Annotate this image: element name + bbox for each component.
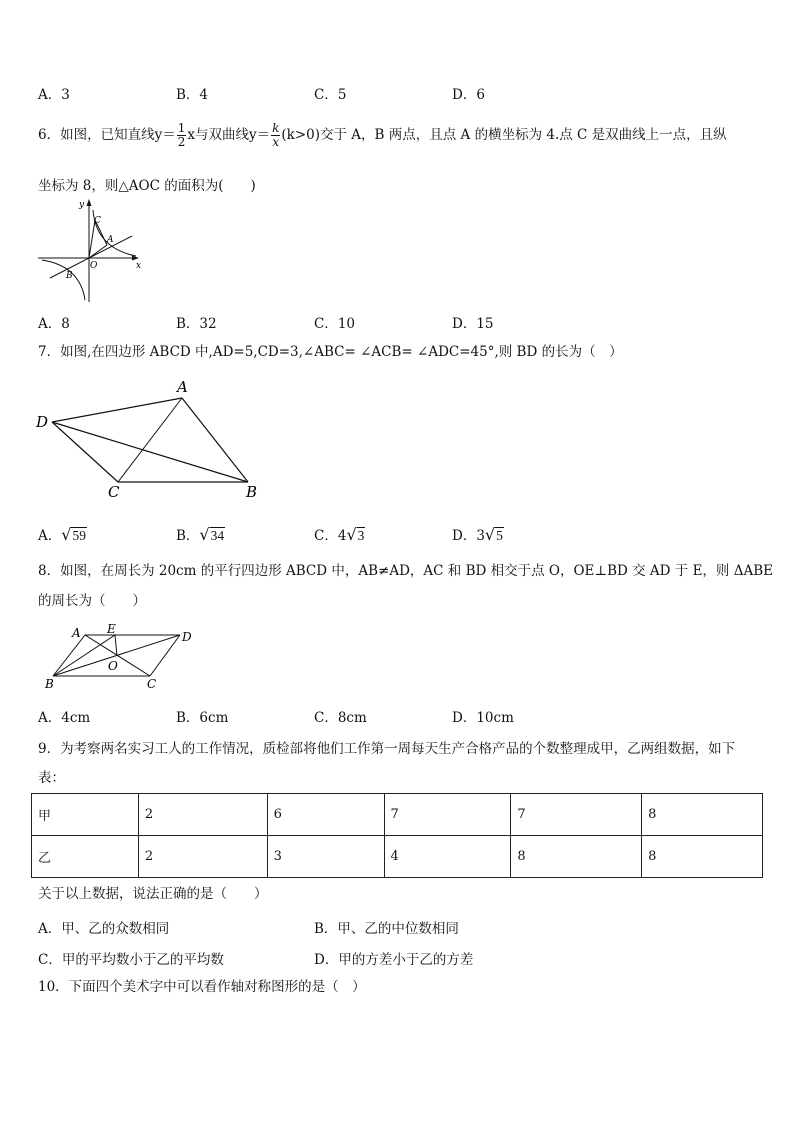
q7-option-d: D．3√5: [452, 525, 503, 544]
q6-figure-label-b: B: [66, 271, 73, 281]
table-cell: 7: [384, 794, 511, 836]
q6-figure-label-a: A: [107, 235, 114, 245]
q7-figure-label-c: C: [108, 483, 120, 501]
q6-option-c: C．10: [314, 316, 356, 332]
q6-stem-line2: 坐标为 8，则△AOC 的面积为( ): [38, 178, 256, 194]
q6-option-a: A．8: [38, 316, 70, 332]
q9-stem-line1: 9．为考察两名实习工人的工作情况，质检部将他们工作第一周每天生产合格产品的个数整理成甲，乙两组数据，如下: [38, 741, 736, 757]
q7-figure-label-a: A: [177, 378, 188, 396]
table-row: [32, 836, 763, 878]
q6-fraction-k-over-x: $\frac{k}{x}$: [272, 121, 280, 149]
q8-figure-label-a: A: [72, 626, 81, 640]
q10-stem: 10．下面四个美术字中可以看作轴对称图形的是（ ）: [38, 979, 366, 995]
q9-data-table: [31, 793, 763, 878]
q7-option-b: B．√34: [176, 525, 225, 544]
q6-figure-label-c: C: [94, 216, 101, 226]
table-cell: 2: [138, 836, 267, 878]
table-cell: 4: [384, 836, 511, 878]
q9-option-b: B．甲、乙的中位数相同: [314, 921, 459, 937]
q5-option-a: A．3: [38, 87, 70, 103]
q8-figure-label-b: B: [45, 677, 54, 691]
q8-option-b: B．6cm: [176, 710, 229, 726]
q6-option-d: D．15: [452, 316, 494, 332]
q7-figure-label-b: B: [246, 483, 258, 501]
q6-hyperbola-figure: [36, 196, 146, 306]
q7-figure-label-d: D: [36, 413, 49, 431]
q7-quadrilateral-figure: [34, 372, 264, 502]
q6-figure-label-y: y: [79, 200, 85, 210]
q8-figure-label-e: E: [107, 622, 116, 636]
table-cell: 2: [138, 794, 267, 836]
q5-option-c: C．5: [314, 87, 347, 103]
table-row: [32, 794, 763, 836]
q5-option-b: B．4: [176, 87, 209, 103]
table-cell: 乙: [32, 836, 139, 878]
q9-prompt: 关于以上数据，说法正确的是（ ）: [38, 886, 268, 902]
q9-option-c: C．甲的平均数小于乙的平均数: [38, 952, 224, 968]
table-cell: 甲: [32, 794, 139, 836]
q9-stem-line2: 表：: [38, 770, 65, 786]
q8-figure-label-o: O: [108, 659, 118, 673]
q6-stem-line1: 6．如图，已知直线y＝ $\frac{1}{2}$ x与双曲线y＝ $\frac{k}{x}$ (k>0)交于 A，B 两点，且点 A 的横坐标为 4.点 C 是双曲线上一点，且纵: [38, 121, 727, 149]
q7-option-c: C．4√3: [314, 525, 365, 544]
q9-option-d: D．甲的方差小于乙的方差: [314, 952, 474, 968]
q8-option-c: C．8cm: [314, 710, 367, 726]
q6-figure-label-x: x: [136, 261, 142, 271]
table-cell: 3: [267, 836, 384, 878]
table-cell: 7: [511, 794, 642, 836]
q8-parallelogram-figure: [40, 620, 210, 695]
q9-option-a: A．甲、乙的众数相同: [38, 921, 170, 937]
table-cell: 8: [642, 794, 763, 836]
q8-figure-label-d: D: [182, 630, 192, 644]
q7-stem: 7．如图,在四边形 ABCD 中,AD=5,CD=3,∠ABC= ∠ACB= ∠ADC=45°,则 BD 的长为（ ）: [38, 344, 623, 360]
q8-figure-label-c: C: [147, 677, 157, 691]
q6-figure-label-o: O: [90, 261, 98, 271]
q5-option-d: D．6: [452, 87, 485, 103]
q7-option-a: A．√59: [38, 525, 86, 544]
q6-fraction-half: $\frac{1}{2}$: [177, 121, 186, 149]
q8-stem-line2: 的周长为（ ）: [38, 593, 146, 609]
q8-option-d: D．10cm: [452, 710, 514, 726]
q8-option-a: A．4cm: [38, 710, 91, 726]
q8-stem-line1: 8．如图，在周长为 20cm 的平行四边形 ABCD 中，AB≠AD，AC 和 BD 相交于点 O，OE⊥BD 交 AD 于 E，则 ΔABE: [38, 563, 773, 579]
table-cell: 6: [267, 794, 384, 836]
table-cell: 8: [511, 836, 642, 878]
table-cell: 8: [642, 836, 763, 878]
q6-option-b: B．32: [176, 316, 217, 332]
